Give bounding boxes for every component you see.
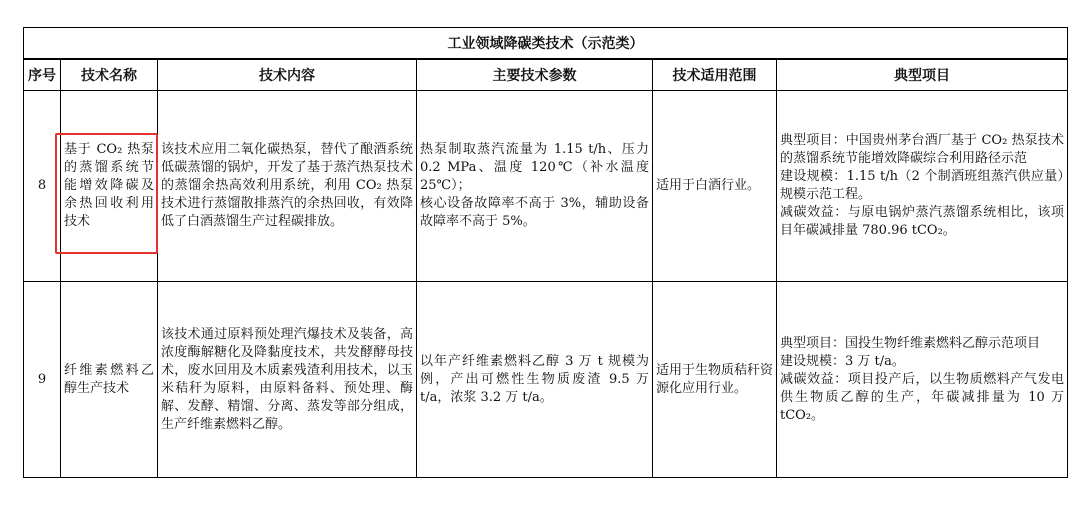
- highlight-box: [55, 133, 158, 254]
- project-line: 减碳效益：与原电锅炉蒸汽蒸馏系统相比，该项目年碳减排量 780.96 tCO₂。: [780, 205, 1065, 238]
- header-params: 主要技术参数: [417, 59, 653, 91]
- tech-scope: 适用于生物质秸秆资源化应用行业。: [653, 282, 777, 478]
- header-content: 技术内容: [158, 59, 417, 91]
- project-line: 典型项目：中国贵州茅台酒厂基于 CO₂ 热泵技术的蒸馏系统节能增效降碳综合利用路径示范: [780, 133, 1065, 166]
- typical-project: [777, 282, 1068, 478]
- tech-scope: 适用于白酒行业。: [653, 91, 777, 282]
- document-table-wrapper: [23, 27, 1068, 478]
- tech-name: 纤维素燃料乙醇生产技术: [61, 282, 158, 478]
- table-title: 工业领域降碳类技术（示范类）: [24, 28, 1068, 60]
- param-line: 以年产纤维素燃料乙醇 3 万 t 规模为例，产出可燃性生物质废渣 9.5 万 t/a，浓浆 3.2 万 t/a。: [420, 353, 649, 405]
- typical-project: [777, 91, 1068, 282]
- project-line: 建设规模：1.15 t/h（2 个制酒班组蒸汽供应量）规模示范工程。: [780, 169, 1065, 202]
- param-line: 热泵制取蒸汽流量为 1.15 t/h、压力 0.2 MPa、温度 120℃（补水温度 25℃）；: [420, 142, 649, 193]
- table-row: [24, 91, 1068, 282]
- header-scope: 技术适用范围: [653, 59, 777, 91]
- tech-params: [417, 282, 653, 478]
- table-row: [24, 282, 1068, 478]
- project-line: 典型项目：国投生物纤维素燃料乙醇示范项目: [780, 335, 1041, 351]
- tech-content: 该技术应用二氧化碳热泵，替代了酿酒系统低碳蒸馏的锅炉，开发了基于蒸汽热泵技术的蒸馏余热高效利用系统，利用 CO₂ 热泵技术进行蒸馏散排蒸汽的余热回收，有效降低了白酒蒸馏生产过程碳排放。: [158, 91, 417, 282]
- header-project: 典型项目: [777, 59, 1068, 91]
- row-number: 9: [24, 282, 61, 478]
- header-no: 序号: [24, 59, 61, 91]
- technology-table: [23, 27, 1068, 478]
- tech-params: [417, 91, 653, 282]
- tech-content: 该技术通过原料预处理汽爆技术及装备，高浓度酶解糖化及降黏度技术，共发酵酵母技术，废水回用及木质素残渣利用技术，以玉米秸秆为原料，由原料备料、预处理、酶解、发酵、精馏、分离、蒸发等部分组成，生产纤维素燃料乙醇。: [158, 282, 417, 478]
- header-name: 技术名称: [61, 59, 158, 91]
- tech-name: 基于 CO₂ 热泵的蒸馏系统节能增效降碳及余热回收利用技术: [61, 91, 158, 282]
- project-line: 建设规模：3 万 t/a。: [780, 353, 905, 369]
- param-line: 核心设备故障率不高于 3%，辅助设备故障率不高于 5%。: [420, 196, 649, 229]
- row-number: 8: [24, 91, 61, 282]
- project-line: 减碳效益：项目投产后，以生物质燃料产气发电供生物质乙醇的生产，年碳减排量为 10 万 tCO₂。: [780, 371, 1065, 423]
